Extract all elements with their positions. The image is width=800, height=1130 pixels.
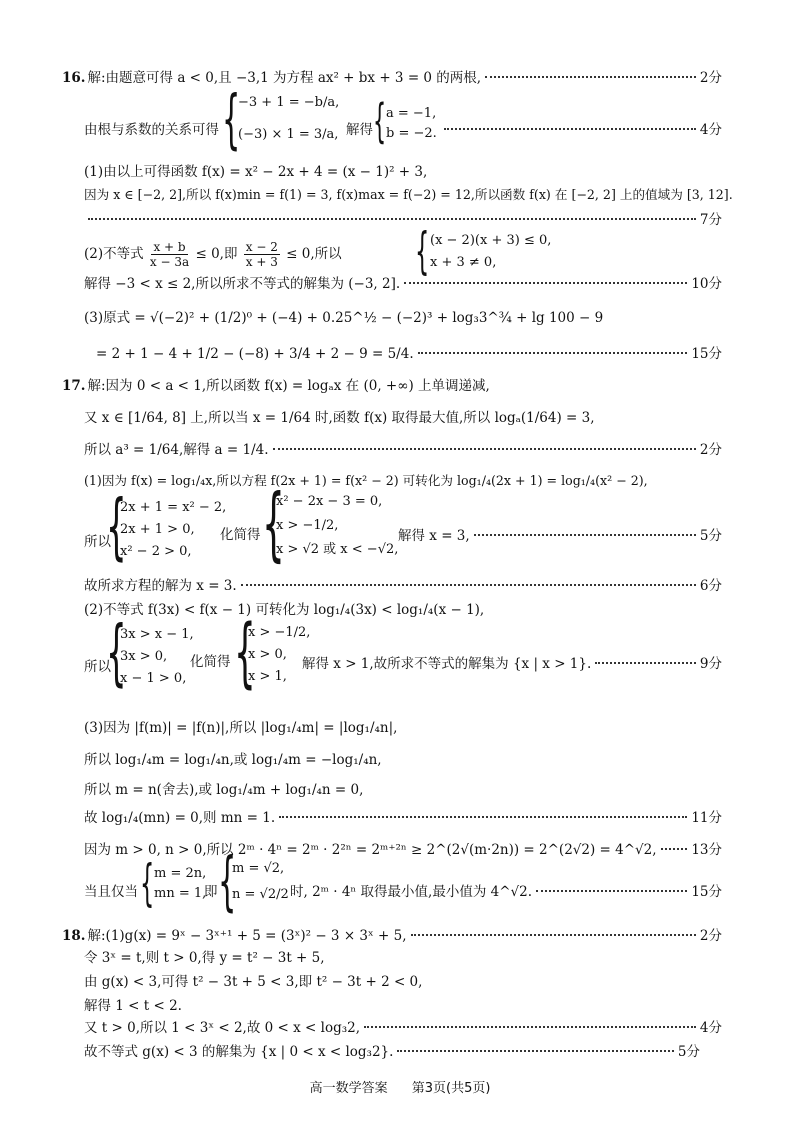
- page-footer: [0, 1077, 800, 1096]
- q16-line1: 16. 解:由题意可得 a < 0,且 −3,1 为方程 ax² + bx + 3 = 0 的两根, 2分: [62, 66, 722, 86]
- q16-solution: a = −1, b = −2.: [386, 106, 437, 141]
- dot-leader: [364, 1026, 696, 1028]
- q16-system-score-line: 4分: [440, 118, 722, 138]
- q17-p3-eq-system: m = 2n, mn = 1,: [154, 866, 207, 901]
- dot-leader: [88, 218, 696, 220]
- q16-system-label: 由根与系数的关系可得: [84, 122, 219, 138]
- left-brace: {: [373, 94, 387, 148]
- q18-line3: 由 g(x) < 3,可得 t² − 3t + 5 < 3,即 t² − 3t + 2 < 0,: [84, 974, 423, 990]
- dot-leader: [404, 282, 687, 284]
- q17-p2-simplified: x > −1/2, x > 0, x > 1,: [248, 625, 311, 684]
- q17-p1-simp-label: 化简得: [220, 527, 261, 543]
- dot-leader: [241, 584, 696, 586]
- left-brace: {: [106, 484, 127, 568]
- footer-title: 高一数学答案: [309, 1081, 388, 1096]
- left-brace: {: [106, 610, 127, 694]
- q16-p1-score-line: 7分: [84, 208, 722, 228]
- q17-p1-line1: (1)因为 f(x) = log₁/₄x,所以方程 f(2x + 1) = f(x² − 2) 可转化为 log₁/₄(2x + 1) = log₁/₄(x² − 2),: [84, 473, 648, 488]
- q18-line6: 故不等式 g(x) < 3 的解集为 {x | 0 < x < log₃2}. 5分: [84, 1044, 700, 1060]
- left-brace: {: [140, 854, 155, 912]
- q17-p3-eq-tail: 时, 2ᵐ · 4ⁿ 取得最小值,最小值为 4^√2. 15分: [290, 884, 722, 900]
- q18-number: 18.: [62, 928, 86, 944]
- q17-p3-line5: 因为 m > 0, n > 0,所以 2ᵐ · 4ⁿ = 2ᵐ · 2²ⁿ = 2ᵐ⁺²ⁿ ≥ 2^(2√(m·2n)) = 2^(2√2) = 4^√2, 13分: [84, 842, 722, 858]
- q16-p1-line1: (1)由以上可得函数 f(x) = x² − 2x + 4 = (x − 1)² + 3,: [84, 164, 428, 180]
- q17-p3-eq-solution: m = √2, n = √2/2: [232, 861, 289, 902]
- dot-leader: [536, 890, 687, 892]
- fraction: $\frac{x - 2}{x + 3}$: [245, 240, 278, 269]
- dot-leader: [397, 1050, 673, 1052]
- q17-p3-line1: (3)因为 |f(m)| = |f(n)|,所以 |log₁/₄m| = |log₁/₄n|,: [84, 720, 398, 736]
- dot-leader: [595, 662, 696, 664]
- dot-leader: [474, 534, 696, 536]
- q17-p2-line1: (2)不等式 f(3x) < f(x − 1) 可转化为 log₁/₄(3x) < log₁/₄(x − 1),: [84, 602, 485, 618]
- fraction: $\frac{x + b}{x - 3a}$: [149, 240, 190, 269]
- q17-p2-simp-label: 化简得: [190, 654, 231, 670]
- q16-p2-line: (2)不等式 $\frac{x + b}{x - 3a}$ ≤ 0,即 $\frac{x - 2}{x + 3}$ ≤ 0,所以: [84, 240, 342, 269]
- q17-p2-system: 3x > x − 1, 3x > 0, x − 1 > 0,: [120, 627, 194, 686]
- q18-line5: 又 t > 0,所以 1 < 3ˣ < 2,故 0 < x < log₃2, 4分: [84, 1020, 722, 1036]
- q16-p3-line2: = 2 + 1 − 4 + 1/2 − (−8) + 3/4 + 2 − 9 = 5/4. 15分: [96, 346, 722, 362]
- q17-p3-line3: 所以 m = n(舍去),或 log₁/₄m + log₁/₄n = 0,: [84, 782, 364, 798]
- q16-p2-result: 解得 −3 < x ≤ 2,所以所求不等式的解集为 (−3, 2]. 10分: [84, 276, 722, 292]
- q17-number: 17.: [62, 378, 86, 394]
- q17-p2-solve: 解得 x > 1,故所求不等式的解集为 {x | x > 1}. 9分: [302, 656, 722, 672]
- dot-leader: [661, 848, 688, 850]
- dot-leader: [411, 934, 696, 936]
- dot-leader: [418, 352, 688, 354]
- q17-p1-system: 2x + 1 = x² − 2, 2x + 1 > 0, x² − 2 > 0,: [120, 500, 227, 559]
- q17-p1-final: 故所求方程的解为 x = 3. 6分: [84, 578, 722, 594]
- q16-p2-system: (x − 2)(x + 3) ≤ 0, x + 3 ≠ 0,: [430, 233, 552, 270]
- q17-p2-sys-label: 所以: [84, 659, 111, 675]
- score: 2分: [699, 70, 722, 86]
- q17-p1-simplified: x² − 2x − 3 = 0, x > −1/2, x > √2 或 x < −√2,: [276, 494, 399, 557]
- q17-p3-line4: 故 log₁/₄(mn) = 0,则 mn = 1. 11分: [84, 810, 722, 826]
- q18-line4: 解得 1 < t < 2.: [84, 998, 182, 1014]
- q17-p3-eq-mid: 即: [204, 884, 218, 900]
- q17-line2: 又 x ∈ [1/64, 8] 上,所以当 x = 1/64 时,函数 f(x) 取得最大值,所以 logₐ(1/64) = 3,: [84, 410, 595, 426]
- left-brace: {: [262, 477, 285, 570]
- q16-system: −3 + 1 = −b/a, (−3) × 1 = 3/a,: [238, 95, 340, 142]
- left-brace: {: [234, 607, 256, 696]
- dot-leader: [485, 76, 696, 78]
- q16-number: 16.: [62, 70, 86, 86]
- q17-p1-sys-label: 所以: [84, 534, 111, 550]
- left-brace: {: [222, 83, 241, 157]
- q18-line2: 令 3ˣ = t,则 t > 0,得 y = t² − 3t + 5,: [84, 950, 325, 966]
- dot-leader: [279, 816, 687, 818]
- q16-p3-line1: (3)原式 = √(−2)² + (1/2)⁰ + (−4) + 0.25^½ − (−2)³ + log₃3^¾ + lg 100 − 9: [84, 310, 604, 326]
- left-brace: {: [218, 845, 237, 919]
- q17-p3-eq-lead: 当且仅当: [84, 884, 138, 900]
- q17-p3-line2: 所以 log₁/₄m = log₁/₄n,或 log₁/₄m = −log₁/₄n,: [84, 752, 382, 768]
- q18-line1: 18. 解:(1)g(x) = 9ˣ − 3ˣ⁺¹ + 5 = (3ˣ)² − 3 × 3ˣ + 5, 2分: [62, 928, 722, 944]
- page-number: 第3页(共5页): [411, 1081, 491, 1096]
- q17-p1-solve: 解得 x = 3, 5分: [398, 528, 722, 544]
- left-brace: {: [415, 222, 430, 280]
- q17-line1: 17. 解:因为 0 < a < 1,所以函数 f(x) = logₐx 在 (0, +∞) 上单调递减,: [62, 378, 490, 394]
- q17-line3: 所以 a³ = 1/64,解得 a = 1/4. 2分: [84, 442, 722, 458]
- dot-leader: [444, 128, 696, 130]
- dot-leader: [273, 448, 696, 450]
- q16-p1-line2: 因为 x ∈ [−2, 2],所以 f(x)min = f(1) = 3, f(x)max = f(−2) = 12,所以函数 f(x) 在 [−2, 2] 上的值域为 [3, 12].: [84, 187, 733, 202]
- q16-solve-label: 解得: [346, 122, 373, 138]
